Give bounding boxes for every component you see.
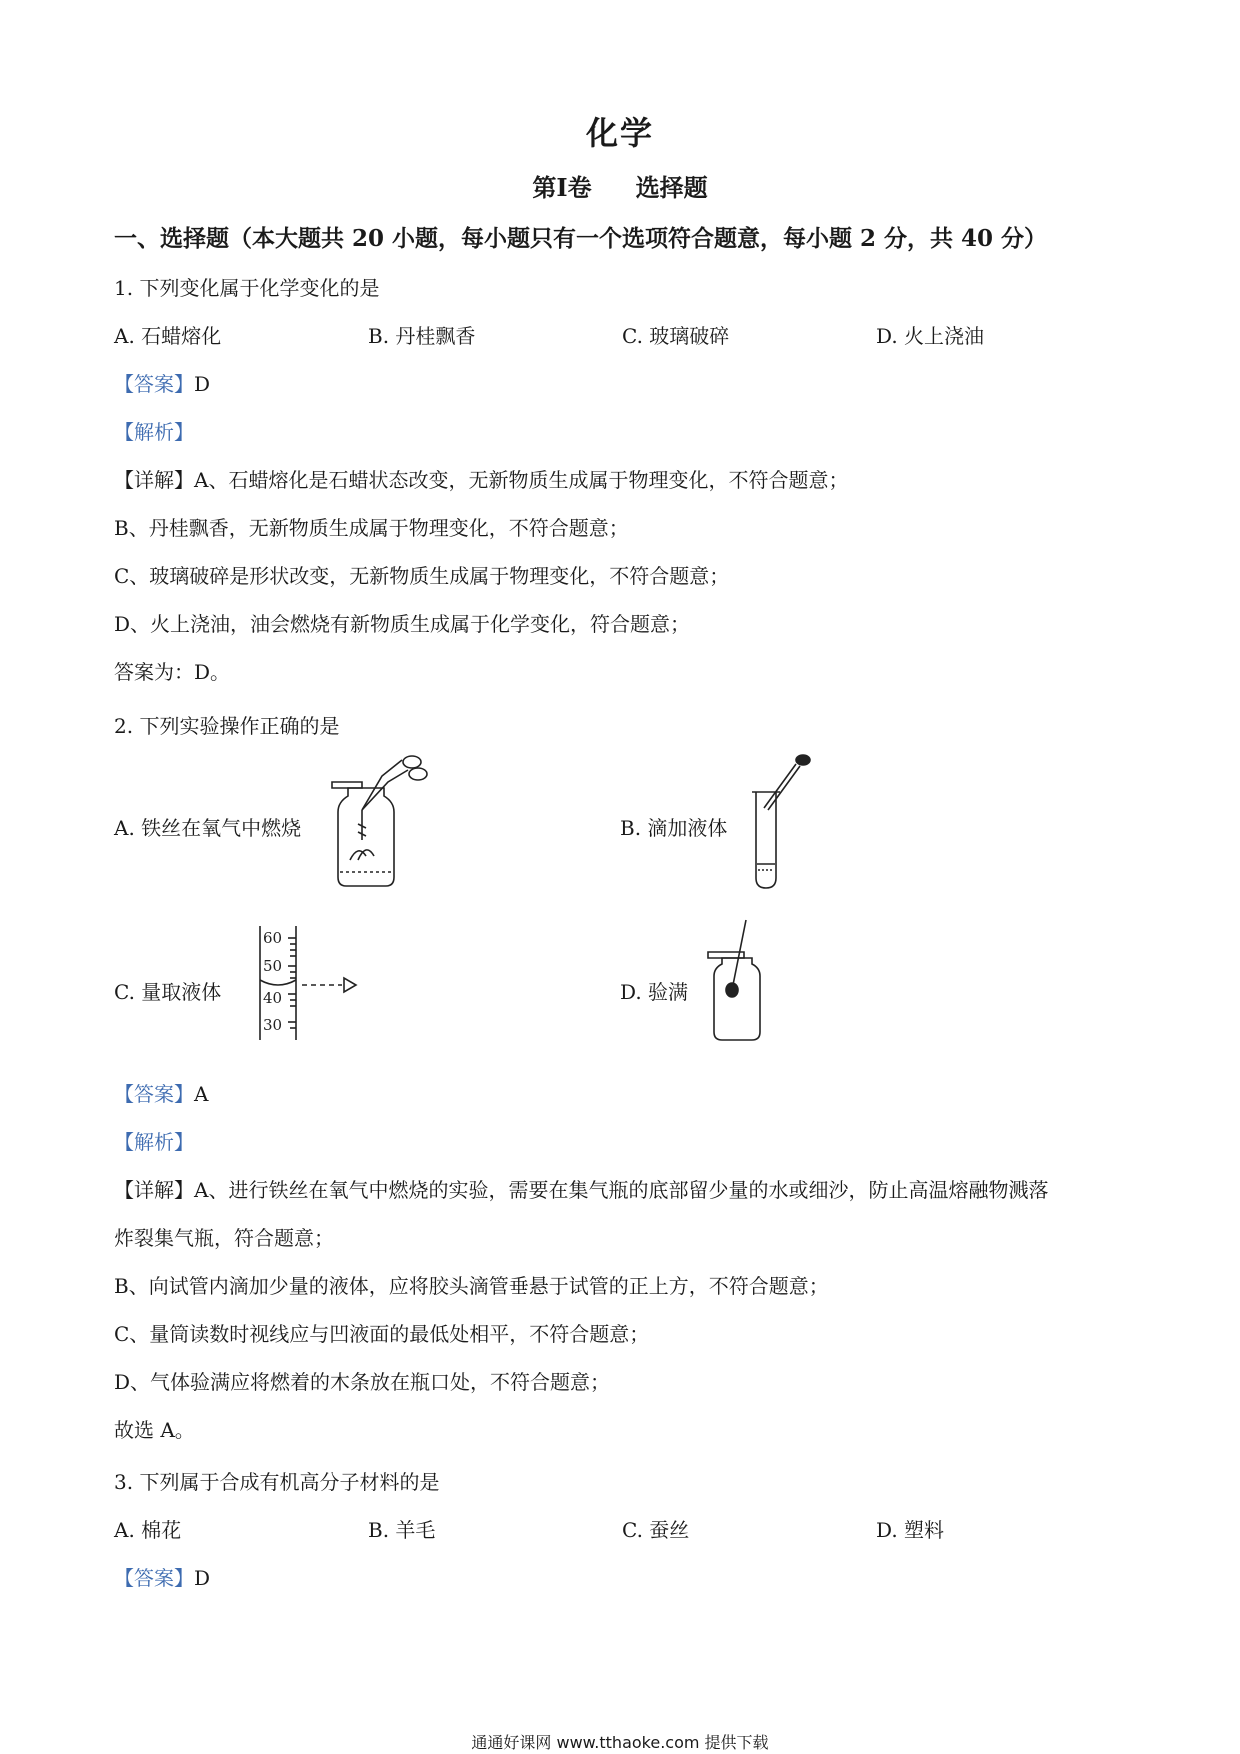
volume-name: 选择题 bbox=[635, 173, 708, 202]
answer-tag: 【答案】 bbox=[114, 1082, 194, 1106]
q3-stem: 3. 下列属于合成有机高分子材料的是 bbox=[114, 1470, 440, 1494]
q2-conclusion: 故选 A。 bbox=[114, 1418, 195, 1442]
gas-full-check-figure bbox=[706, 918, 776, 1044]
q3-option-c: C. 蚕丝 bbox=[622, 1518, 690, 1542]
q1-detail-line-1 bbox=[114, 464, 848, 493]
volume-label: 第Ⅰ卷 bbox=[532, 173, 592, 202]
detail-text: A、进行铁丝在氧气中燃烧的实验，需要在集气瓶的底部留少量的水或细沙，防止高温熔融物溅落 bbox=[194, 1178, 1049, 1202]
q2-option-c: C. 量取液体 bbox=[114, 980, 222, 1004]
q2-option-d: D. 验满 bbox=[620, 980, 689, 1004]
detail-text: A、石蜡熔化是石蜡状态改变，无新物质生成属于物理变化，不符合题意； bbox=[194, 468, 849, 492]
dropper-test-tube-figure bbox=[748, 752, 818, 892]
q1-answer-value: D bbox=[194, 372, 211, 396]
cylinder-tick-40: 40 bbox=[263, 989, 283, 1007]
q1-detail-line-2: B、丹桂飘香，无新物质生成属于物理变化，不符合题意； bbox=[114, 516, 629, 540]
q2-detail-line-1 bbox=[114, 1174, 1048, 1203]
q1-detail-line-3: C、玻璃破碎是形状改变，无新物质生成属于物理变化，不符合题意； bbox=[114, 564, 730, 588]
q2-detail-line-3: B、向试管内滴加少量的液体，应将胶头滴管垂悬于试管的正上方，不符合题意； bbox=[114, 1274, 829, 1298]
answer-tag: 【答案】 bbox=[114, 1566, 194, 1590]
iron-wire-combustion-figure bbox=[328, 752, 438, 890]
cylinder-tick-60: 60 bbox=[263, 929, 283, 947]
page-footer: 通通好课网 www.tthaoke.com 提供下载 bbox=[471, 1733, 769, 1752]
detail-tag: 【详解】 bbox=[114, 468, 194, 492]
q1-detail-line-4: D、火上浇油，油会燃烧有新物质生成属于化学变化，符合题意； bbox=[114, 612, 691, 636]
q1-analysis-tag: 【解析】 bbox=[114, 420, 194, 444]
q1-option-d: D. 火上浇油 bbox=[876, 324, 985, 348]
answer-tag: 【答案】 bbox=[114, 372, 194, 396]
q1-answer bbox=[114, 368, 210, 397]
cylinder-tick-50: 50 bbox=[263, 957, 283, 975]
q2-option-b: B. 滴加液体 bbox=[620, 816, 728, 840]
graduated-cylinder-figure bbox=[258, 924, 368, 1042]
q3-option-b: B. 羊毛 bbox=[368, 1518, 436, 1542]
q3-option-d: D. 塑料 bbox=[876, 1518, 945, 1542]
q2-answer-value: A bbox=[194, 1082, 209, 1106]
q1-stem: 1. 下列变化属于化学变化的是 bbox=[114, 276, 380, 300]
section-heading: 一、选择题（本大题共 20 小题，每小题只有一个选项符合题意，每小题 2 分，共 40 分） bbox=[114, 225, 1048, 252]
q1-option-c: C. 玻璃破碎 bbox=[622, 324, 730, 348]
q3-answer bbox=[114, 1562, 210, 1591]
q1-option-a: A. 石蜡熔化 bbox=[114, 324, 222, 348]
q2-analysis-tag: 【解析】 bbox=[114, 1130, 194, 1154]
q2-option-a: A. 铁丝在氧气中燃烧 bbox=[114, 816, 302, 840]
q1-conclusion: 答案为：D。 bbox=[114, 660, 231, 684]
q3-option-a: A. 棉花 bbox=[114, 1518, 182, 1542]
cylinder-tick-30: 30 bbox=[263, 1016, 283, 1034]
detail-tag: 【详解】 bbox=[114, 1178, 194, 1202]
q3-answer-value: D bbox=[194, 1566, 211, 1590]
q2-detail-line-2: 炸裂集气瓶，符合题意； bbox=[114, 1226, 334, 1250]
volume-subtitle bbox=[0, 168, 1240, 203]
q2-answer bbox=[114, 1078, 208, 1107]
q2-detail-line-4: C、量筒读数时视线应与凹液面的最低处相平，不符合题意； bbox=[114, 1322, 650, 1346]
q2-detail-line-5: D、气体验满应将燃着的木条放在瓶口处，不符合题意； bbox=[114, 1370, 611, 1394]
q1-option-b: B. 丹桂飘香 bbox=[368, 324, 476, 348]
page-title: 化学 bbox=[585, 114, 654, 152]
q2-stem: 2. 下列实验操作正确的是 bbox=[114, 714, 340, 738]
